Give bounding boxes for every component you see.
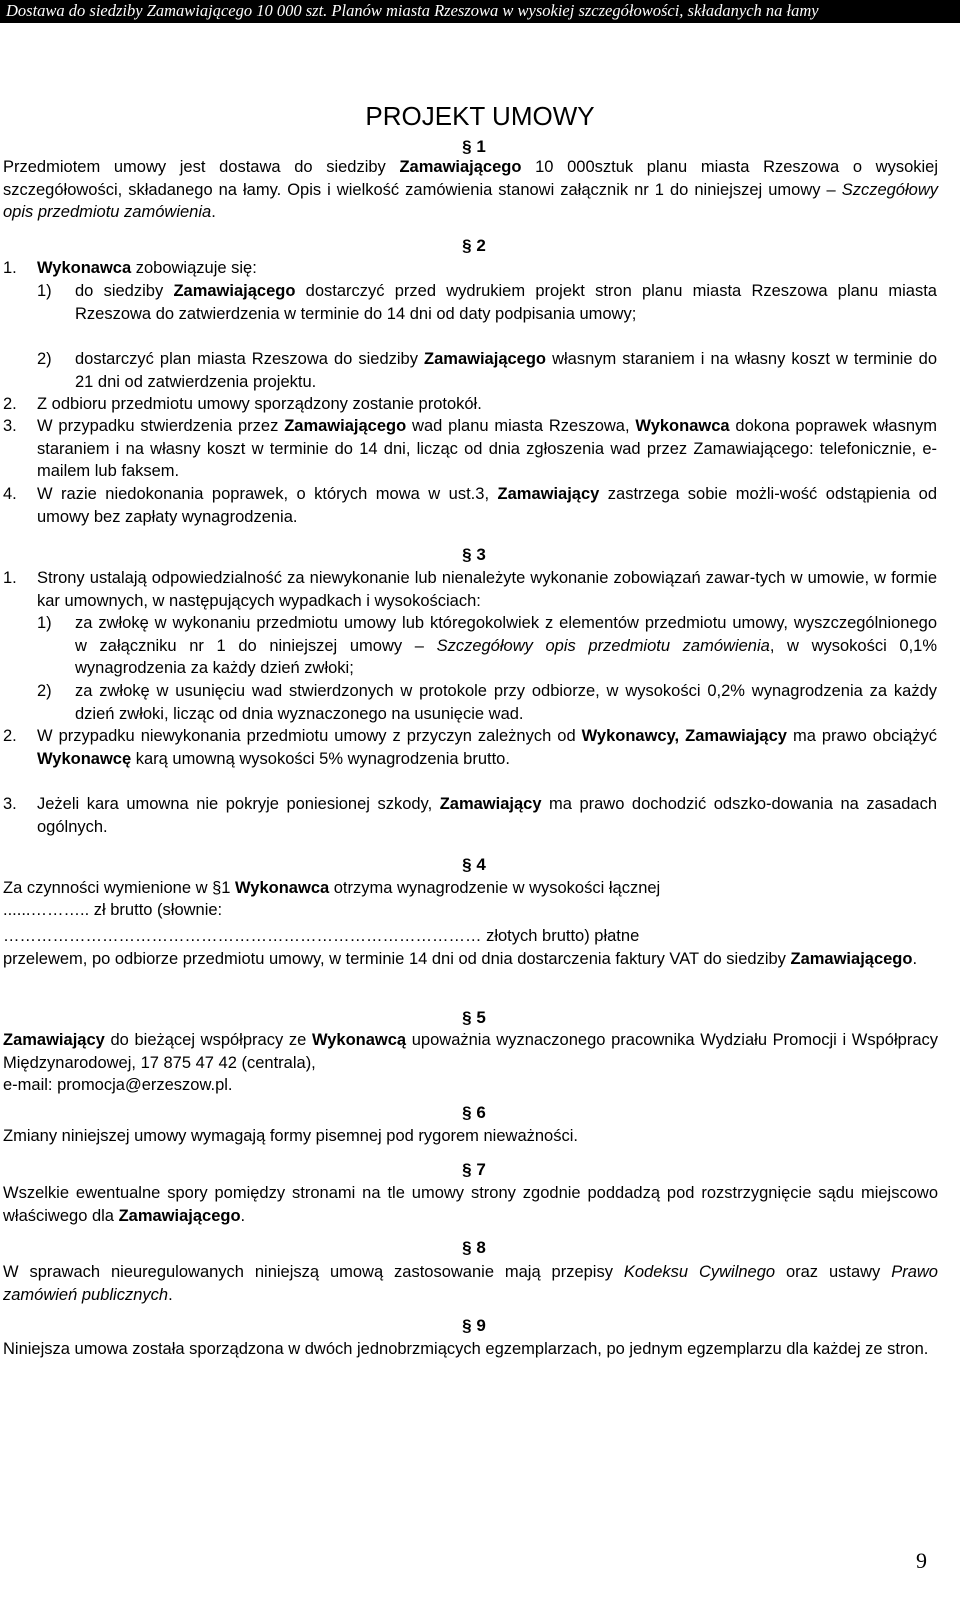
s3-item2-number: 2) <box>37 682 52 700</box>
section-1-text: Przedmiotem umowy jest dostawa do siedziby Zamawiającego 10 000sztuk planu miasta Rzeszowa o wysokiej szczegółowości, składanego na łamy. Opis i wielkość zamówienia stanowi załącznik nr 1 do niniejszej umowy – Szczegółowy opis przedmiotu zamówienia. <box>3 158 939 221</box>
s3-p1-number: 1. <box>3 569 17 587</box>
s3-item1-number: 1) <box>37 614 52 632</box>
s2-p3-number: 3. <box>3 417 17 435</box>
s9-text: Niniejsza umowa została sporządzona w dwóch jednobrzmiących egzemplarzach, po jednym egzemplarzu dla każdej ze stron. <box>3 1340 929 1358</box>
s2-p1-text: Wykonawca zobowiązuje się: <box>37 259 257 277</box>
document-title: PROJEKT UMOWY <box>365 101 595 131</box>
s3-p3-number: 3. <box>3 795 17 813</box>
s8-text: W sprawach nieuregulowanych niniejszą umową zastosowanie mają przepisy Kodeksu Cywilnego oraz ustawy Prawo zamówień publicznych. <box>3 1263 938 1304</box>
section-9-heading: § 9 <box>462 1316 486 1335</box>
s4-line-1: Za czynności wymienione w §1 Wykonawca otrzyma wynagrodzenie w wysokości łącznej <box>3 879 661 897</box>
s3-p1-text: Strony ustalają odpowiedzialność za niewykonanie lub nienależyte wykonanie zobowiązań zawar-tych w umowie, w formie kar umownych, w następujących wypadkach i wysokościach: <box>37 569 937 610</box>
s2-item2-text: dostarczyć plan miasta Rzeszowa do siedziby Zamawiającego własnym staraniem i na własny koszt w terminie do 21 dni od zatwierdzenia projektu. <box>75 350 937 391</box>
s2-item2-number: 2) <box>37 350 52 368</box>
s2-p2-number: 2. <box>3 395 17 413</box>
s5-email: e-mail: promocja@erzeszow.pl. <box>3 1076 233 1094</box>
section-1-heading: § 1 <box>462 137 486 156</box>
s7-text: Wszelkie ewentualne spory pomiędzy stronami na tle umowy strony zgodnie poddadzą pod rozstrzygnięcie sądu miejscowo właściwego dla Zamawiającego. <box>3 1184 938 1225</box>
s2-item1-text: do siedziby Zamawiającego dostarczyć przed wydrukiem projekt stron planu miasta Rzeszowa planu miasta Rzeszowa do zatwierdzenia w terminie do 14 dni od daty podpisania umowy; <box>75 282 937 323</box>
s2-p4-number: 4. <box>3 485 17 503</box>
section-6-heading: § 6 <box>462 1103 486 1122</box>
s4-line-4: przelewem, po odbiorze przedmiotu umowy, w terminie 14 dni od dnia dostarczenia faktury VAT do siedziby Zamawiającego. <box>3 950 918 968</box>
header-bar <box>0 0 960 23</box>
s3-item1-text: za zwłokę w wykonaniu przedmiotu umowy lub któregokolwiek z elementów przedmiotu umowy, wyszczególnionego w załączniku nr 1 do niniejszej umowy – Szczegółowy opis przedmiotu zamówienia, w wysokości 0,1% wynagrodzenia za każdy dzień zwłoki; <box>75 614 938 677</box>
section-7-heading: § 7 <box>462 1160 486 1179</box>
s4-line-2: ......……….. zł brutto (słownie: <box>3 901 223 919</box>
s3-item2-text: za zwłokę w usunięciu wad stwierdzonych w protokole przy odbiorze, w wysokości 0,2% wynagrodzenia za każdy dzień zwłoki, licząc od dnia wyznaczonego na usunięcie wad. <box>75 682 937 723</box>
section-8-heading: § 8 <box>462 1238 486 1257</box>
running-title: Dostawa do siedziby Zamawiającego 10 000 szt. Planów miasta Rzeszowa w wysokiej szczegółowości, składanych na łamy <box>6 1 819 20</box>
section-5-heading: § 5 <box>462 1008 486 1027</box>
s2-item1-number: 1) <box>37 282 52 300</box>
section-3-heading: § 3 <box>462 545 486 564</box>
page-number: 9 <box>916 1548 927 1573</box>
section-4-heading: § 4 <box>462 855 486 874</box>
s3-p2-number: 2. <box>3 727 17 745</box>
s2-p3-text: W przypadku stwierdzenia przez Zamawiającego wad planu miasta Rzeszowa, Wykonawca dokona poprawek własnym staraniem i na własny koszt w terminie do 14 dni, licząc od dnia zgłoszenia wad przez Zamawiającego: telefonicznie, e-mailem lub faksem. <box>37 417 938 480</box>
s2-p1-number: 1. <box>3 259 17 277</box>
section-2-heading: § 2 <box>462 236 486 255</box>
s2-p2-text: Z odbioru przedmiotu umowy sporządzony zostanie protokół. <box>37 395 482 413</box>
s2-p4-text: W razie niedokonania poprawek, o których mowa w ust.3, Zamawiający zastrzega sobie możli-wość odstąpienia od umowy bez zapłaty wynagrodzenia. <box>37 485 937 526</box>
s3-p2-text: W przypadku niewykonania przedmiotu umowy z przyczyn zależnych od Wykonawcy, Zamawiający ma prawo obciążyć Wykonawcę karą umowną wysokości 5% wynagrodzenia brutto. <box>37 727 938 768</box>
s6-text: Zmiany niniejszej umowy wymagają formy pisemnej pod rygorem nieważności. <box>3 1127 578 1145</box>
reference-number: ZP.271.43.2011 <box>429 33 531 50</box>
s5-text: Zamawiający do bieżącej współpracy ze Wykonawcą upoważnia wyznaczonego pracownika Wydziału Promocji i Współpracy Międzynarodowej, 17 875 47 42 (centrala), e-mail: promocja@erzeszow.pl. <box>3 1031 938 1094</box>
s4-line-3: …………………………………………………………………………… złotych brutto) płatne <box>3 927 640 945</box>
s3-p3-text: Jeżeli kara umowna nie pokryje poniesionej szkody, Zamawiający ma prawo dochodzić odszko-dowania na zasadach ogólnych. <box>37 795 937 836</box>
